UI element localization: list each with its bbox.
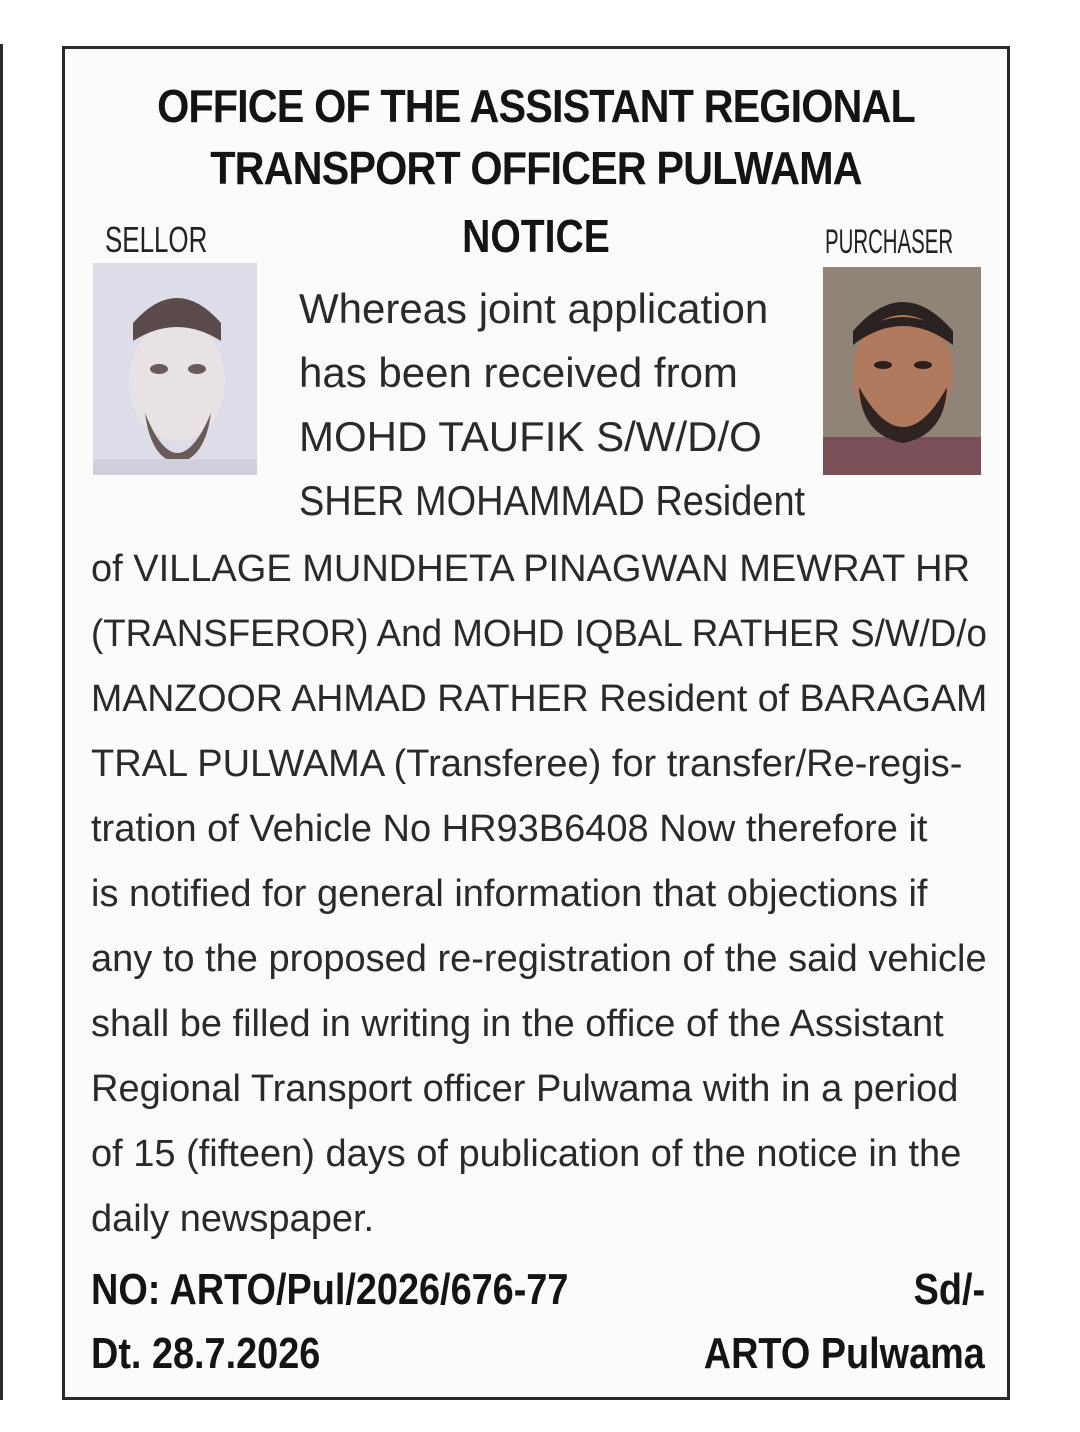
intro-line: Whereas joint application bbox=[299, 285, 769, 332]
purchaser-portrait-icon bbox=[823, 267, 981, 475]
notice-box bbox=[62, 46, 1010, 1400]
body-line: of 15 (fifteen) days of publication of the notice in the bbox=[91, 1133, 962, 1175]
notice-title: NOTICE bbox=[462, 210, 610, 262]
notice-body bbox=[91, 537, 987, 1252]
body-line: MANZOOR AHMAD RATHER Resident of BARAGAM bbox=[91, 678, 988, 720]
signatory: ARTO Pulwama bbox=[703, 1329, 985, 1378]
body-line: (TRANSFEROR) And MOHD IQBAL RATHER S/W/D/o bbox=[91, 613, 987, 655]
seller-label: SELLOR bbox=[105, 219, 208, 260]
office-heading-line2: TRANSPORT OFFICER PULWAMA bbox=[210, 142, 862, 194]
body-line: any to the proposed re-registration of the said vehicle bbox=[91, 938, 987, 980]
body-line: of VILLAGE MUNDHETA PINAGWAN MEWRAT HR bbox=[91, 548, 971, 590]
body-line: TRAL PULWAMA (Transferee) for transfer/Re-regis- bbox=[91, 743, 963, 785]
intro-line: has been received from bbox=[299, 349, 738, 396]
intro-paragraph bbox=[299, 277, 805, 533]
reference-number: NO: ARTO/Pul/2026/676-77 bbox=[91, 1265, 569, 1314]
purchaser-photo bbox=[823, 267, 981, 475]
signature-mark: Sd/- bbox=[913, 1265, 985, 1314]
page-column-rule bbox=[0, 44, 3, 1400]
body-line: daily newspaper. bbox=[91, 1198, 375, 1240]
intro-line: SHER MOHAMMAD Resident bbox=[299, 477, 806, 524]
notice-date: Dt. 28.7.2026 bbox=[91, 1329, 321, 1378]
body-line: is notified for general information that objections if bbox=[91, 873, 928, 915]
body-line: shall be filled in writing in the office of the Assistant bbox=[91, 1003, 944, 1045]
body-line: tration of Vehicle No HR93B6408 Now therefore it bbox=[91, 808, 928, 850]
purchaser-label: PURCHASER bbox=[825, 223, 954, 261]
body-line: Regional Transport officer Pulwama with in a period bbox=[91, 1068, 959, 1110]
seller-portrait-icon bbox=[93, 263, 257, 475]
intro-line: MOHD TAUFIK S/W/D/O bbox=[299, 413, 762, 460]
office-heading-line1: OFFICE OF THE ASSISTANT REGIONAL bbox=[157, 80, 915, 132]
seller-photo bbox=[93, 263, 257, 475]
